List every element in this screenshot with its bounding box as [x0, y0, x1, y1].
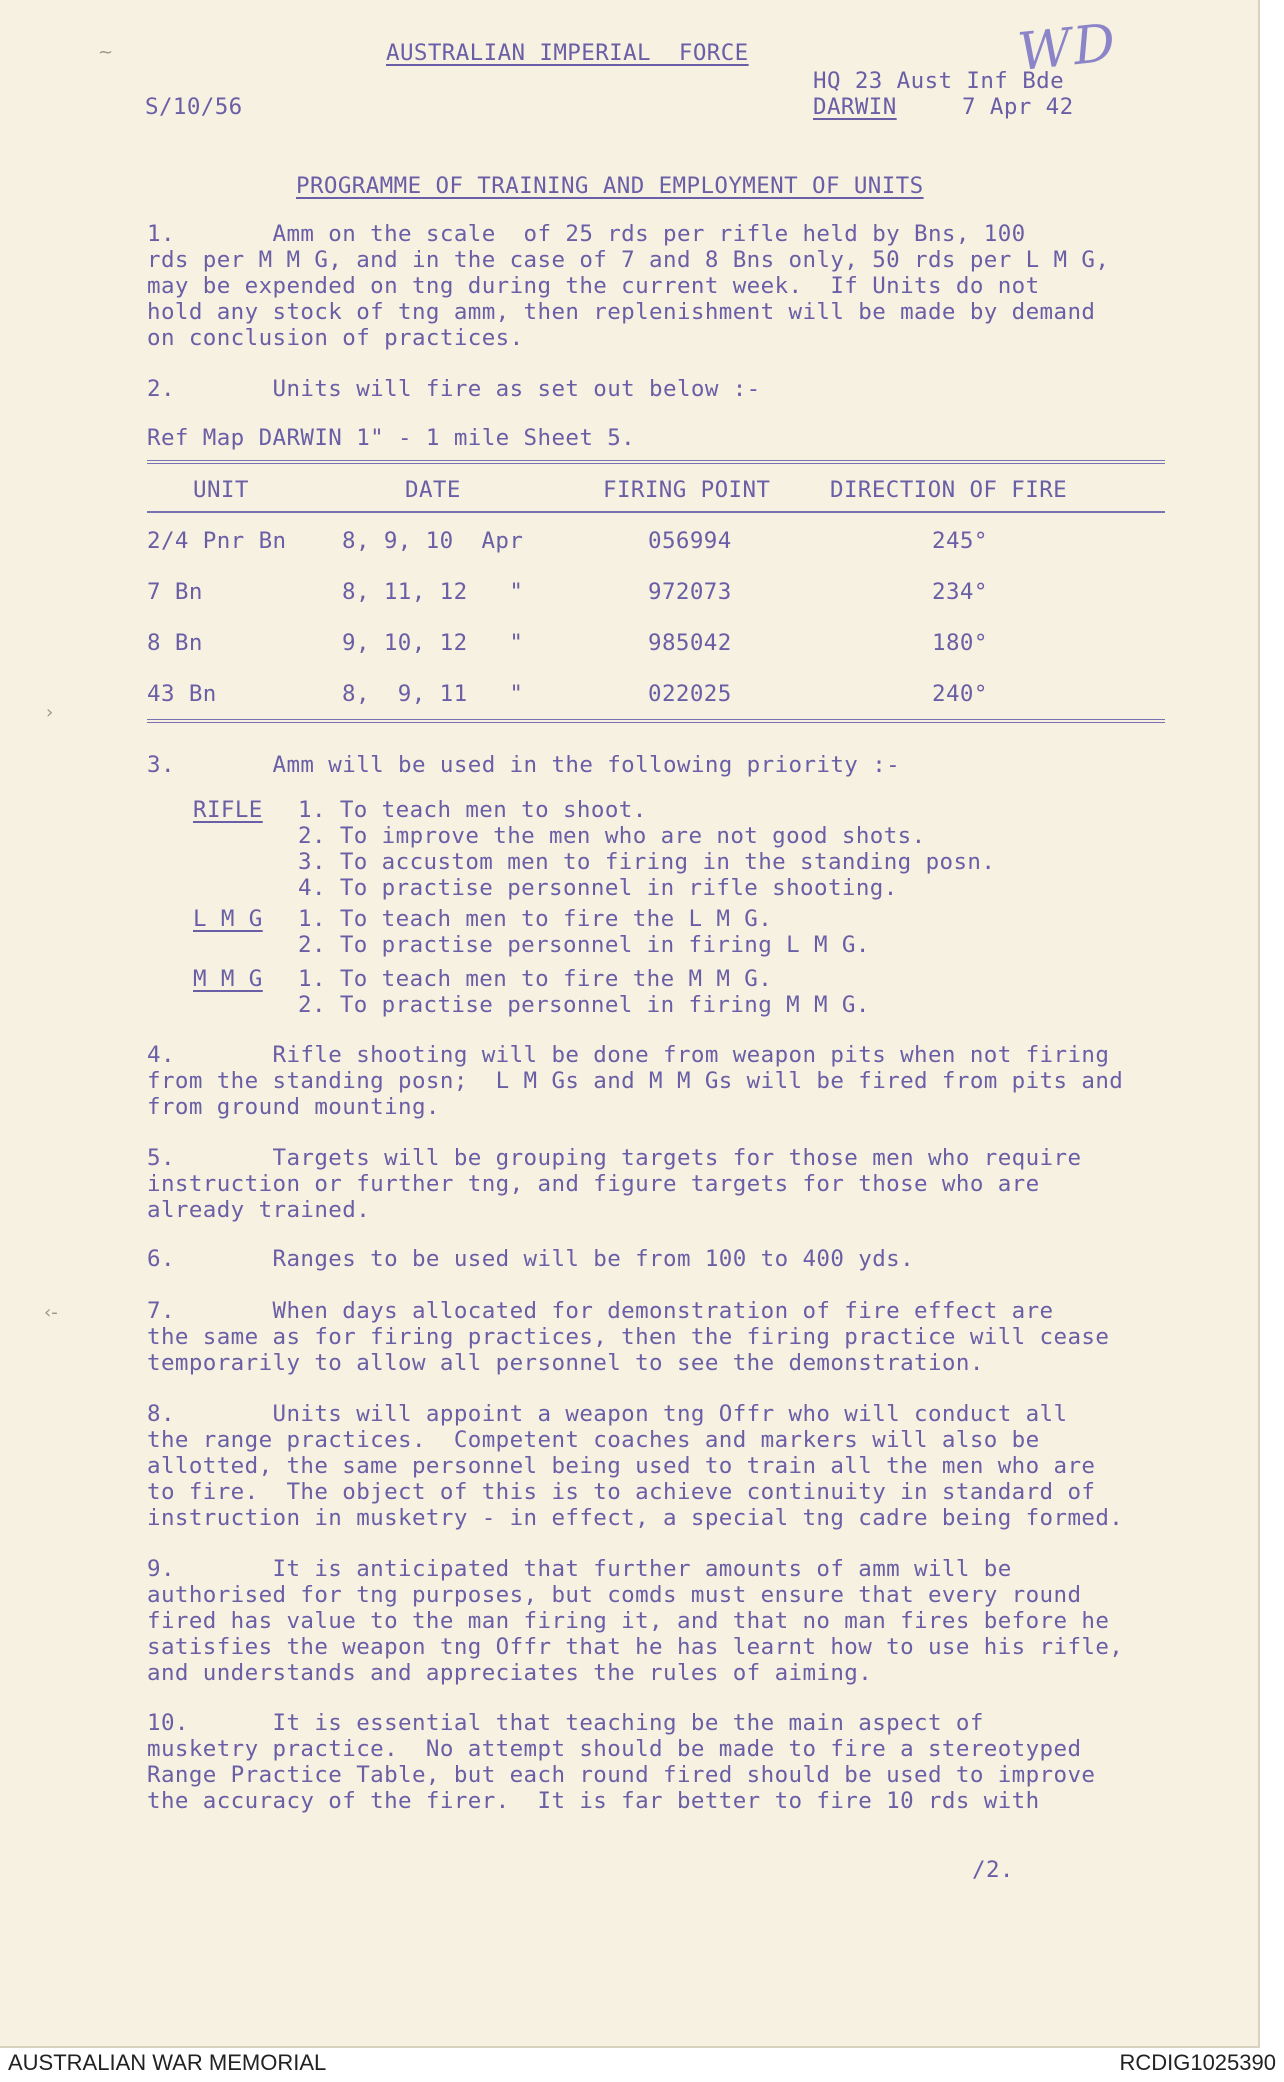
column-header-direction: DIRECTION OF FIRE	[830, 477, 1068, 503]
text-line: 4. Rifle shooting will be done from weapon pits when not firing	[147, 1042, 1110, 1068]
text-line: the range practices. Competent coaches and markers will also be	[147, 1427, 1040, 1453]
text-line: instruction or further tng, and figure targets for those who are	[147, 1171, 1040, 1197]
cell-date: 8, 11, 12 "	[342, 579, 524, 605]
text-line: temporarily to allow all personnel to see the demonstration.	[147, 1350, 984, 1376]
cell-firing-point: 972073	[648, 579, 732, 605]
group-label-mmg: M M G	[193, 966, 263, 992]
column-header-firing-point: FIRING POINT	[603, 477, 771, 503]
pencil-mark: ›	[46, 702, 54, 723]
text-line: musketry practice. No attempt should be made to fire a stereotyped	[147, 1736, 1082, 1762]
cell-direction: 245°	[932, 528, 988, 554]
footer-image-id: RCDIG1025390	[1119, 2050, 1276, 2075]
text-line: may be expended on tng during the current week. If Units do not	[147, 273, 1040, 299]
text-line: satisfies the weapon tng Offr that he has learnt how to use his rifle,	[147, 1634, 1124, 1660]
pencil-mark: ~	[98, 42, 114, 63]
text-line: already trained.	[147, 1197, 371, 1223]
header-from-place: DARWIN	[813, 94, 897, 120]
text-line: instruction in musketry - in effect, a special tng cadre being formed.	[147, 1505, 1124, 1531]
cell-direction: 234°	[932, 579, 988, 605]
list-item: 3. To accustom men to firing in the standing posn.	[298, 849, 996, 875]
list-item: 1. To teach men to fire the L M G.	[298, 906, 773, 932]
list-item: 2. To practise personnel in firing L M G.	[298, 932, 870, 958]
cell-date: 8, 9, 11 "	[342, 681, 524, 707]
text-line: 7. When days allocated for demonstration of fire effect are	[147, 1298, 1054, 1324]
text-line: the same as for firing practices, then the firing practice will cease	[147, 1324, 1110, 1350]
text-line: 8. Units will appoint a weapon tng Offr who will conduct all	[147, 1401, 1068, 1427]
continuation-marker: /2.	[972, 1857, 1014, 1883]
cell-direction: 180°	[932, 630, 988, 656]
list-item: 1. To teach men to shoot.	[298, 797, 647, 823]
header-title: AUSTRALIAN IMPERIAL FORCE	[386, 40, 749, 66]
text-line: from ground mounting.	[147, 1094, 440, 1120]
text-line: to fire. The object of this is to achieve continuity in standard of	[147, 1479, 1096, 1505]
cell-unit: 7 Bn	[147, 579, 203, 605]
text-line: on conclusion of practices.	[147, 325, 524, 351]
paragraph-3-intro: 3. Amm will be used in the following priority :-	[147, 752, 901, 778]
group-label-rifle: RIFLE	[193, 797, 263, 823]
text-line: 5. Targets will be grouping targets for those men who require	[147, 1145, 1082, 1171]
paragraph-2: 2. Units will fire as set out below :-	[147, 376, 761, 402]
list-item: 4. To practise personnel in rifle shooting.	[298, 875, 898, 901]
handwritten-mark: WD	[1015, 12, 1121, 84]
text-line: the accuracy of the firer. It is far better to fire 10 rds with	[147, 1788, 1040, 1814]
list-item: 1. To teach men to fire the M M G.	[298, 966, 773, 992]
text-line: and understands and appreciates the rules of aiming.	[147, 1660, 873, 1686]
ref-map: Ref Map DARWIN 1" - 1 mile Sheet 5.	[147, 425, 636, 451]
file-reference: S/10/56	[145, 94, 243, 120]
text-line: rds per M M G, and in the case of 7 and 8 Bns only, 50 rds per L M G,	[147, 247, 1110, 273]
text-line: 10. It is essential that teaching be the main aspect of	[147, 1710, 984, 1736]
cell-unit: 43 Bn	[147, 681, 217, 707]
cell-firing-point: 022025	[648, 681, 732, 707]
text-line: allotted, the same personnel being used to train all the men who are	[147, 1453, 1096, 1479]
text-line: 1. Amm on the scale of 25 rds per rifle held by Bns, 100	[147, 221, 1026, 247]
text-line: hold any stock of tng amm, then replenishment will be made by demand	[147, 299, 1096, 325]
text-line: authorised for tng purposes, but comds must ensure that every round	[147, 1582, 1082, 1608]
text-line: 9. It is anticipated that further amounts of amm will be	[147, 1556, 1012, 1582]
list-item: 2. To improve the men who are not good shots.	[298, 823, 926, 849]
cell-firing-point: 985042	[648, 630, 732, 656]
header-from-line1: HQ 23 Aust Inf Bde	[813, 68, 1065, 94]
cell-date: 9, 10, 12 "	[342, 630, 524, 656]
text-line: fired has value to the man firing it, and that no man fires before he	[147, 1608, 1110, 1634]
document-title: PROGRAMME OF TRAINING AND EMPLOYMENT OF UNITS	[296, 173, 924, 199]
cell-unit: 8 Bn	[147, 630, 203, 656]
cell-date: 8, 9, 10 Apr	[342, 528, 524, 554]
column-header-date: DATE	[405, 477, 461, 503]
paragraph-6: 6. Ranges to be used will be from 100 to 400 yds.	[147, 1246, 915, 1272]
header-date: 7 Apr 42	[962, 94, 1074, 120]
cell-unit: 2/4 Pnr Bn	[147, 528, 287, 554]
text-line: Range Practice Table, but each round fired should be used to improve	[147, 1762, 1096, 1788]
cell-direction: 240°	[932, 681, 988, 707]
group-label-lmg: L M G	[193, 906, 263, 932]
footer-institution: AUSTRALIAN WAR MEMORIAL	[8, 2050, 327, 2075]
table-header-rule	[147, 511, 1165, 513]
text-line: from the standing posn; L M Gs and M M Gs will be fired from pits and	[147, 1068, 1124, 1094]
column-header-unit: UNIT	[193, 477, 249, 503]
list-item: 2. To practise personnel in firing M M G.	[298, 992, 870, 1018]
table-bottom-rule	[147, 719, 1165, 723]
cell-firing-point: 056994	[648, 528, 732, 554]
pencil-mark: ‹-	[44, 1302, 58, 1323]
table-top-rule	[147, 460, 1165, 464]
